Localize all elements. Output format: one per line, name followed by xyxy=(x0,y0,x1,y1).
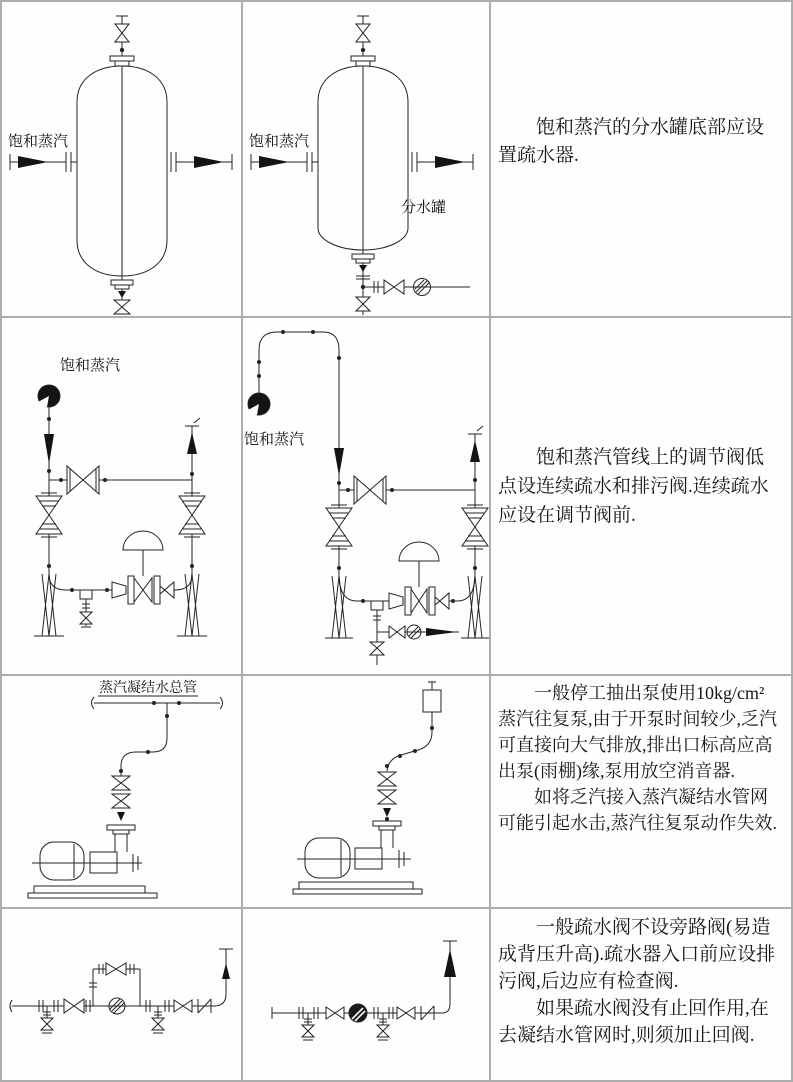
steam-trap-icon xyxy=(349,1004,367,1022)
flow-arrow-icon xyxy=(426,628,457,636)
cell-r3-diagram-2 xyxy=(243,676,489,907)
flow-arrow-icon xyxy=(259,156,289,168)
drain-valve-icon xyxy=(80,612,92,618)
trap-no-bypass-diagram xyxy=(243,909,489,1080)
blowdown-valve-icon xyxy=(370,642,384,648)
outlet-line xyxy=(412,152,473,172)
pipe-support xyxy=(34,574,64,636)
separator-tank-trap-diagram xyxy=(243,2,489,316)
valve-icon xyxy=(112,776,130,783)
steam-main-symbol xyxy=(248,393,270,415)
vent-silencer xyxy=(423,682,441,712)
valve-icon xyxy=(356,297,370,304)
valve-icon xyxy=(384,280,394,294)
flow-arrow-icon xyxy=(187,432,197,454)
discharge-valves xyxy=(378,772,396,821)
motor xyxy=(40,842,84,880)
control-valve xyxy=(389,542,449,615)
actuator-dome-icon xyxy=(399,542,439,561)
bypass-valve-icon xyxy=(67,466,83,494)
cell-r1-diagram-2 xyxy=(243,2,489,316)
valve-icon xyxy=(378,772,396,779)
note-paragraph: 如果疏水阀没有止回作用,在去凝结水管网时,则须加止回阀. xyxy=(498,998,769,1046)
right-leg xyxy=(457,426,488,601)
vent-pipe xyxy=(385,712,434,771)
cell-r3-diagram-1 xyxy=(2,676,241,907)
note-paragraph: 一般停工抽出泵使用10kg/cm²蒸汽往复泵,由于开泵时间较少,乏汽可直接向大气排放,排出口标高应高出泵(雨棚)缘,泵用放空消音器. xyxy=(498,683,777,781)
inlet-line xyxy=(251,152,318,172)
left-leg xyxy=(326,490,357,601)
flow-arrow-icon xyxy=(18,156,48,168)
bottom-drain-valve-icon xyxy=(111,280,133,314)
note-row2 xyxy=(491,318,791,674)
label-condensate-header: 蒸汽凝结水总管 xyxy=(99,681,197,696)
outlet-line xyxy=(171,152,232,172)
pump-unit xyxy=(28,825,157,898)
block-valve xyxy=(326,1007,344,1019)
trap-with-bypass-diagram xyxy=(2,909,241,1080)
riser-pipe xyxy=(119,703,169,778)
right-leg xyxy=(175,418,205,590)
flow-arrow-icon xyxy=(444,949,456,977)
flow-arrow-icon xyxy=(435,156,465,168)
note-paragraph: 饱和蒸汽管线上的调节阀低点设连续疏水和排污阀.连续疏水应设在调节阀前. xyxy=(498,447,769,526)
baseplate xyxy=(34,886,145,893)
note-row1 xyxy=(491,2,791,316)
bypass-valve-icon xyxy=(354,476,370,504)
diagram-table xyxy=(2,2,791,1080)
steam-main-symbol xyxy=(38,385,60,407)
pump-vent-silencer-diagram xyxy=(243,676,489,907)
pipe-support xyxy=(325,576,353,638)
pump-condensate-header-diagram xyxy=(2,676,241,907)
control-valve xyxy=(112,531,174,604)
gooseneck-line xyxy=(257,330,341,490)
flow-arrow-icon xyxy=(470,440,480,462)
note-paragraph: 饱和蒸汽的分水罐底部应设置疏水器. xyxy=(498,117,765,166)
cell-r2-diagram-2 xyxy=(243,318,489,674)
riser-outlet xyxy=(214,949,233,1006)
drain-branch xyxy=(80,590,92,627)
flow-arrow-icon xyxy=(222,963,230,979)
drain-valve-icon xyxy=(389,626,397,638)
pipe-support xyxy=(461,576,489,638)
bypass-line xyxy=(339,476,475,504)
bypass-line xyxy=(49,466,192,494)
pipe-support xyxy=(177,574,207,636)
pump-unit xyxy=(293,821,422,894)
cell-r1-diagram-1 xyxy=(2,2,241,316)
baseplate xyxy=(299,882,413,889)
block-valve xyxy=(397,1007,415,1019)
note-row3 xyxy=(491,676,791,907)
note-row4 xyxy=(491,909,791,1080)
blowdown-valve xyxy=(302,1013,314,1040)
continuous-drain-branch xyxy=(370,601,459,665)
note-paragraph: 一般疏水阀不设旁路阀(易造成背压升高).疏水器入口前应设排污阀,后边应有检查阀. xyxy=(498,917,776,992)
label-separator-tank: 分水罐 xyxy=(401,200,447,216)
control-valve-station-trap-diagram xyxy=(243,318,489,674)
condensate-header-pipe xyxy=(92,697,223,709)
cell-r2-diagram-1 xyxy=(2,318,241,674)
bypass-loop xyxy=(89,963,140,1006)
label-saturated-steam: 饱和蒸汽 xyxy=(244,432,305,448)
left-leg xyxy=(36,407,66,590)
label-saturated-steam: 饱和蒸汽 xyxy=(8,134,69,150)
control-valve-station-diagram xyxy=(2,318,241,674)
actuator-dome-icon xyxy=(123,531,163,550)
label-saturated-steam: 饱和蒸汽 xyxy=(60,358,121,374)
block-valve xyxy=(174,1000,192,1012)
label-saturated-steam: 饱和蒸汽 xyxy=(249,134,310,150)
bypass-valve-icon xyxy=(106,963,116,975)
flow-arrow-icon xyxy=(334,448,344,476)
block-valve xyxy=(64,999,84,1013)
bottom-drain-assembly xyxy=(352,254,470,311)
inlet-line xyxy=(10,152,77,172)
cell-r4-diagram-1 xyxy=(2,909,241,1080)
riser-outlet xyxy=(442,941,457,1013)
discharge-valves xyxy=(112,776,130,821)
valve-icon xyxy=(378,790,396,797)
blowdown-valve xyxy=(152,1006,164,1033)
note-paragraph: 如将乏汽接入蒸汽凝结水管网可能引起水击,蒸汽往复泵动作失效. xyxy=(498,787,777,833)
flow-arrow-icon xyxy=(383,808,391,817)
blowdown-valve xyxy=(377,1013,389,1040)
flow-arrow-icon xyxy=(194,156,224,168)
valve-icon xyxy=(112,794,130,801)
separator-tank-diagram xyxy=(2,2,241,316)
flow-arrow-icon xyxy=(44,434,54,464)
cell-r4-diagram-2 xyxy=(243,909,489,1080)
motor xyxy=(305,838,350,878)
flow-arrow-icon xyxy=(117,812,125,821)
